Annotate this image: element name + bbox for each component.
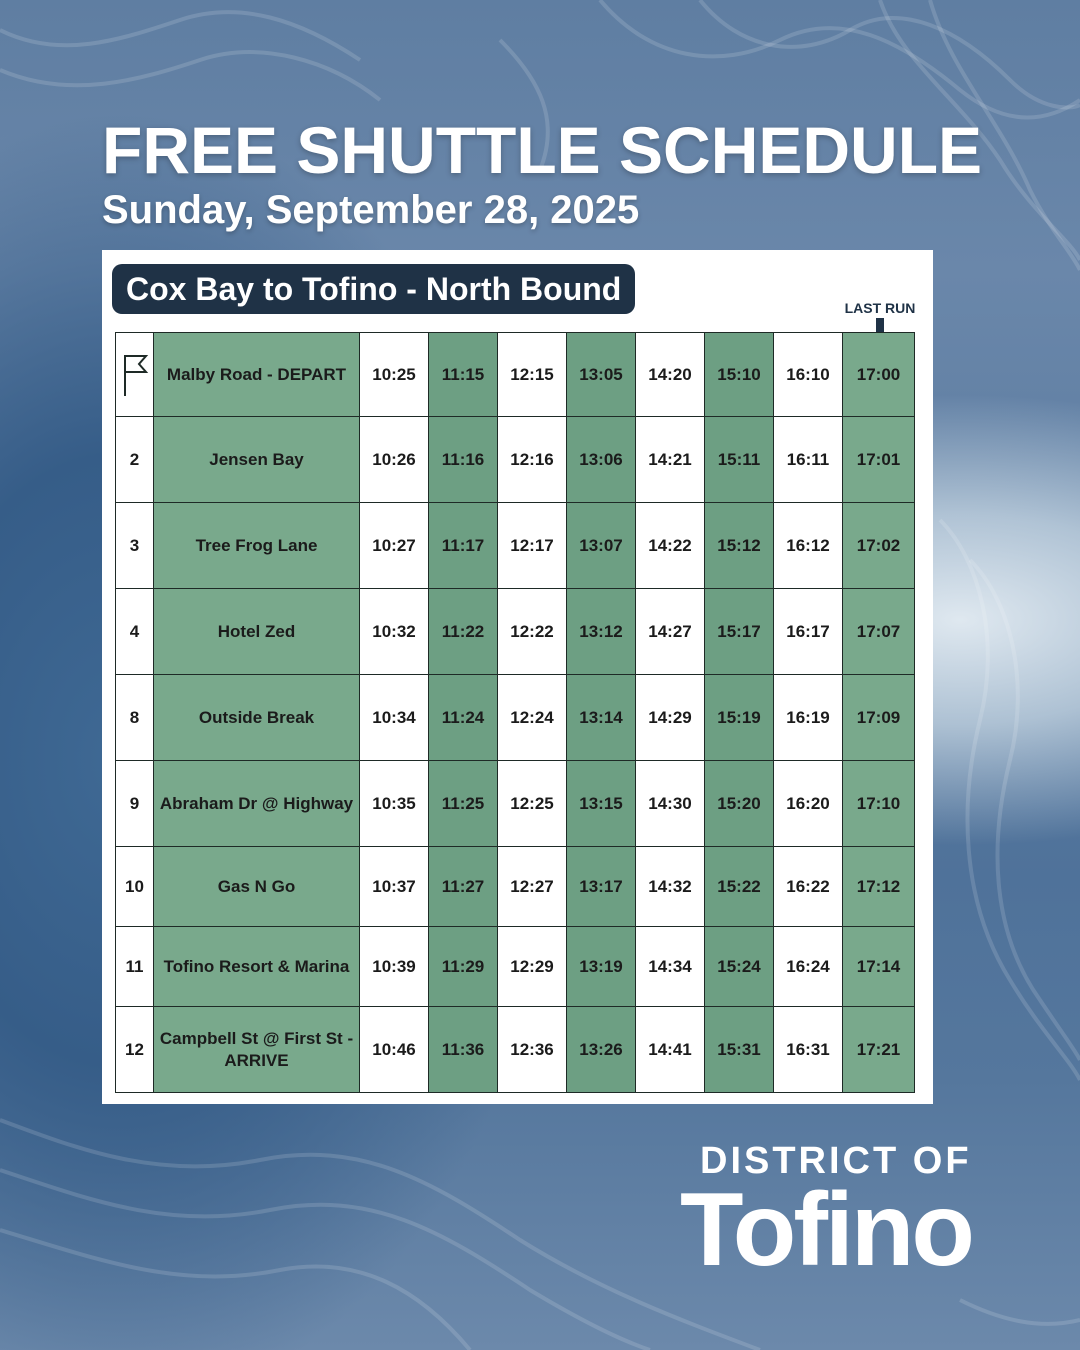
departure-time: 10:26 <box>360 417 429 503</box>
departure-time: 16:31 <box>774 1007 843 1093</box>
departure-time: 11:25 <box>429 761 498 847</box>
departure-time: 15:11 <box>705 417 774 503</box>
table-row <box>116 333 915 417</box>
departure-time: 15:24 <box>705 927 774 1007</box>
departure-time: 13:14 <box>567 675 636 761</box>
departure-time: 14:41 <box>636 1007 705 1093</box>
departure-time: 12:16 <box>498 417 567 503</box>
departure-time: 12:17 <box>498 503 567 589</box>
departure-time: 12:24 <box>498 675 567 761</box>
stop-number: 8 <box>116 675 154 761</box>
stop-name: Tofino Resort & Marina <box>154 927 360 1007</box>
last-run-time: 17:00 <box>843 333 915 417</box>
last-run-time: 17:10 <box>843 761 915 847</box>
departure-time: 10:34 <box>360 675 429 761</box>
page-title: FREE SHUTTLE SCHEDULE <box>102 113 983 187</box>
table-row <box>116 589 915 675</box>
stop-name: Jensen Bay <box>154 417 360 503</box>
departure-time: 13:15 <box>567 761 636 847</box>
departure-time: 10:25 <box>360 333 429 417</box>
stop-name: Outside Break <box>154 675 360 761</box>
departure-time: 13:26 <box>567 1007 636 1093</box>
departure-time: 15:20 <box>705 761 774 847</box>
stop-number: 12 <box>116 1007 154 1093</box>
departure-time: 11:27 <box>429 847 498 927</box>
departure-time: 16:22 <box>774 847 843 927</box>
stop-name: Abraham Dr @ Highway <box>154 761 360 847</box>
departure-time: 16:20 <box>774 761 843 847</box>
departure-time: 14:32 <box>636 847 705 927</box>
departure-time: 16:10 <box>774 333 843 417</box>
departure-time: 14:21 <box>636 417 705 503</box>
departure-time: 11:15 <box>429 333 498 417</box>
stop-number: 10 <box>116 847 154 927</box>
last-run-label: LAST RUN <box>844 300 916 316</box>
table-row <box>116 417 915 503</box>
departure-time: 16:11 <box>774 417 843 503</box>
schedule-date: Sunday, September 28, 2025 <box>102 188 640 232</box>
table-row <box>116 675 915 761</box>
stop-name: Campbell St @ First St - ARRIVE <box>154 1007 360 1093</box>
last-run-time: 17:12 <box>843 847 915 927</box>
departure-time: 12:36 <box>498 1007 567 1093</box>
departure-time: 11:29 <box>429 927 498 1007</box>
departure-time: 16:24 <box>774 927 843 1007</box>
departure-time: 13:07 <box>567 503 636 589</box>
departure-time: 11:22 <box>429 589 498 675</box>
stop-name: Hotel Zed <box>154 589 360 675</box>
departure-time: 13:19 <box>567 927 636 1007</box>
table-row <box>116 927 915 1007</box>
last-run-time: 17:07 <box>843 589 915 675</box>
departure-time: 15:22 <box>705 847 774 927</box>
departure-time: 12:25 <box>498 761 567 847</box>
departure-time: 15:17 <box>705 589 774 675</box>
departure-time: 15:12 <box>705 503 774 589</box>
last-run-time: 17:14 <box>843 927 915 1007</box>
departure-time: 16:19 <box>774 675 843 761</box>
departure-time: 10:37 <box>360 847 429 927</box>
departure-time: 10:39 <box>360 927 429 1007</box>
departure-time: 14:30 <box>636 761 705 847</box>
departure-time: 11:24 <box>429 675 498 761</box>
departure-time: 13:12 <box>567 589 636 675</box>
schedule-table <box>115 332 915 1093</box>
departure-time: 14:20 <box>636 333 705 417</box>
departure-time: 10:46 <box>360 1007 429 1093</box>
stop-name: Gas N Go <box>154 847 360 927</box>
start-flag-cell <box>116 333 154 417</box>
departure-time: 16:17 <box>774 589 843 675</box>
departure-time: 11:36 <box>429 1007 498 1093</box>
departure-time: 16:12 <box>774 503 843 589</box>
table-row <box>116 847 915 927</box>
departure-time: 10:27 <box>360 503 429 589</box>
route-title: Cox Bay to Tofino - North Bound <box>112 264 635 314</box>
stop-name: Tree Frog Lane <box>154 503 360 589</box>
table-row <box>116 503 915 589</box>
departure-time: 12:22 <box>498 589 567 675</box>
departure-time: 10:35 <box>360 761 429 847</box>
last-run-time: 17:21 <box>843 1007 915 1093</box>
brand-logo-text: Tofino <box>680 1172 972 1288</box>
stop-number: 3 <box>116 503 154 589</box>
table-row <box>116 761 915 847</box>
schedule-card <box>102 250 933 1104</box>
departure-time: 14:22 <box>636 503 705 589</box>
stop-number: 11 <box>116 927 154 1007</box>
departure-time: 11:16 <box>429 417 498 503</box>
departure-time: 15:19 <box>705 675 774 761</box>
departure-time: 15:31 <box>705 1007 774 1093</box>
departure-time: 13:17 <box>567 847 636 927</box>
departure-time: 10:32 <box>360 589 429 675</box>
brand-district-label: DISTRICT OF <box>700 1140 972 1182</box>
departure-time: 11:17 <box>429 503 498 589</box>
stop-number: 4 <box>116 589 154 675</box>
last-run-time: 17:01 <box>843 417 915 503</box>
stop-number: 9 <box>116 761 154 847</box>
departure-time: 12:29 <box>498 927 567 1007</box>
stop-number: 2 <box>116 417 154 503</box>
departure-time: 12:15 <box>498 333 567 417</box>
departure-time: 15:10 <box>705 333 774 417</box>
stop-name: Malby Road - DEPART <box>154 333 360 417</box>
departure-time: 12:27 <box>498 847 567 927</box>
departure-time: 13:05 <box>567 333 636 417</box>
departure-time: 14:29 <box>636 675 705 761</box>
last-run-time: 17:02 <box>843 503 915 589</box>
last-run-time: 17:09 <box>843 675 915 761</box>
table-row <box>116 1007 915 1093</box>
departure-time: 14:34 <box>636 927 705 1007</box>
departure-time: 13:06 <box>567 417 636 503</box>
flag-icon <box>120 352 150 398</box>
departure-time: 14:27 <box>636 589 705 675</box>
